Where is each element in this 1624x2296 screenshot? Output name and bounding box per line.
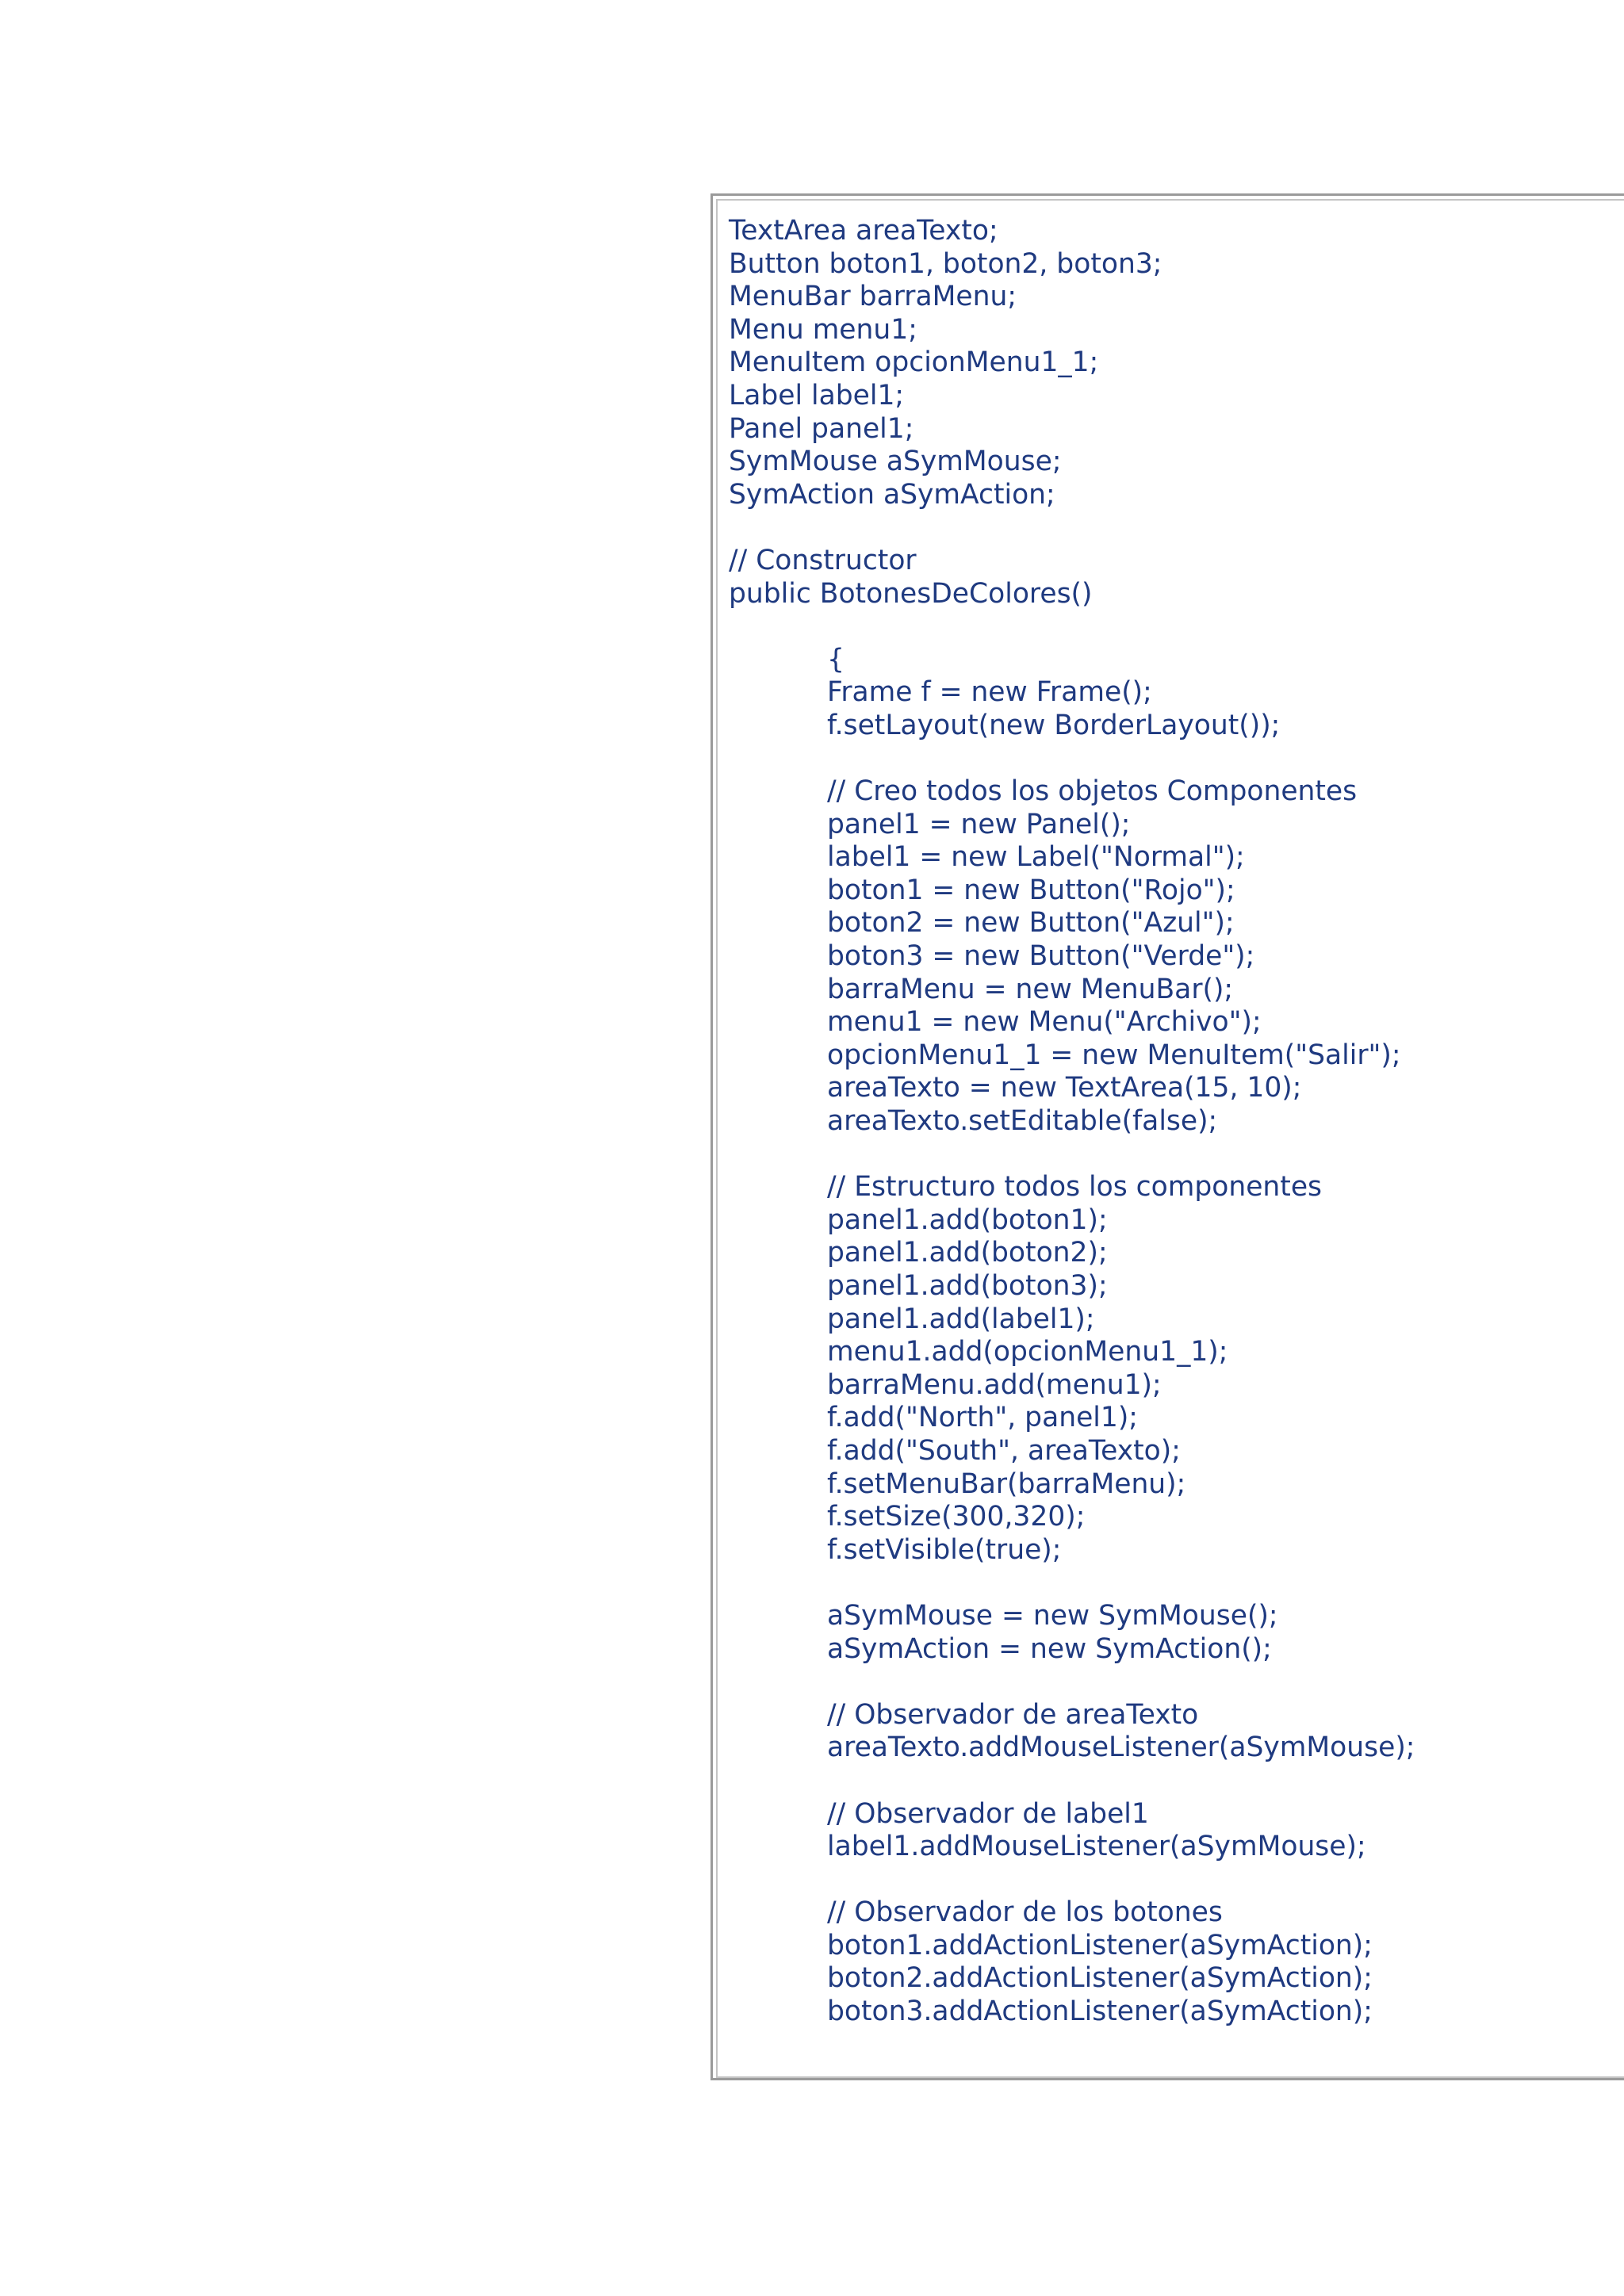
code-line: opcionMenu1_1 = new MenuItem("Salir"); <box>827 1039 1401 1071</box>
code-listing <box>716 199 1624 2078</box>
code-line: // Constructor <box>729 544 917 576</box>
code-line: menu1.add(opcionMenu1_1); <box>827 1336 1228 1368</box>
code-line: boton3.addActionListener(aSymAction); <box>827 1996 1373 2028</box>
code-line: panel1.add(label1); <box>827 1303 1095 1335</box>
blank-line <box>729 511 1624 545</box>
code-line: f.setVisible(true); <box>827 1533 1062 1566</box>
code-line: aSymMouse = new SymMouse(); <box>827 1599 1278 1632</box>
code-line: panel1.add(boton2); <box>827 1237 1108 1269</box>
code-line: panel1 = new Panel(); <box>827 808 1131 840</box>
code-line: MenuBar barraMenu; <box>729 281 1017 313</box>
code-line: f.setLayout(new BorderLayout()); <box>827 709 1281 741</box>
code-line: // Estructuro todos los componentes <box>827 1171 1323 1203</box>
code-line: public BotonesDeColores() <box>729 577 1093 610</box>
code-line: Button boton1, boton2, boton3; <box>729 247 1162 280</box>
blank-line <box>729 1138 1624 1172</box>
code-line: SymAction aSymAction; <box>729 478 1055 511</box>
code-line: { <box>827 643 845 675</box>
code-line: Label label1; <box>729 379 905 411</box>
code-line: Frame f = new Frame(); <box>827 676 1152 709</box>
code-listing-box <box>710 193 1624 2080</box>
code-line: label1 = new Label("Normal"); <box>827 841 1245 874</box>
code-line: label1.addMouseListener(aSymMouse); <box>827 1831 1366 1863</box>
code-line: boton1 = new Button("Rojo"); <box>827 874 1235 906</box>
code-line: f.add("South", areaTexto); <box>827 1434 1181 1467</box>
code-line: f.setMenuBar(barraMenu); <box>827 1468 1186 1500</box>
blank-line <box>729 743 1624 776</box>
code-line: panel1.add(boton3); <box>827 1270 1108 1302</box>
code-line: Menu menu1; <box>729 313 917 346</box>
code-line: barraMenu.add(menu1); <box>827 1368 1162 1401</box>
code-line: // Observador de los botones <box>827 1896 1223 1929</box>
blank-line <box>729 1765 1624 1798</box>
code-line: areaTexto = new TextArea(15, 10); <box>827 1072 1302 1104</box>
code-line: barraMenu = new MenuBar(); <box>827 973 1234 1005</box>
code-line: Panel panel1; <box>729 412 914 445</box>
code-line: boton3 = new Button("Verde"); <box>827 940 1255 973</box>
blank-line <box>729 1567 1624 1600</box>
code-line: // Creo todos los objetos Componentes <box>827 775 1358 808</box>
code-line: SymMouse aSymMouse; <box>729 446 1062 478</box>
code-line: aSymAction = new SymAction(); <box>827 1632 1272 1665</box>
blank-line <box>729 1864 1624 1897</box>
code-line: MenuItem opcionMenu1_1; <box>729 346 1099 379</box>
blank-line <box>729 610 1624 644</box>
code-line: TextArea areaTexto; <box>729 215 998 247</box>
code-line: f.setSize(300,320); <box>827 1501 1086 1533</box>
code-line: boton2.addActionListener(aSymAction); <box>827 1962 1373 1995</box>
code-line: f.add("North", panel1); <box>827 1402 1138 1434</box>
code-line: menu1 = new Menu("Archivo"); <box>827 1006 1262 1039</box>
code-line: // Observador de label1 <box>827 1797 1149 1830</box>
code-line: // Observador de areaTexto <box>827 1698 1199 1731</box>
code-line: areaTexto.addMouseListener(aSymMouse); <box>827 1732 1415 1764</box>
code-line: areaTexto.setEditable(false); <box>827 1105 1218 1138</box>
blank-line <box>729 1666 1624 1699</box>
code-line: boton1.addActionListener(aSymAction); <box>827 1929 1373 1961</box>
code-line: boton2 = new Button("Azul"); <box>827 907 1235 939</box>
code-line: panel1.add(boton1); <box>827 1203 1108 1236</box>
